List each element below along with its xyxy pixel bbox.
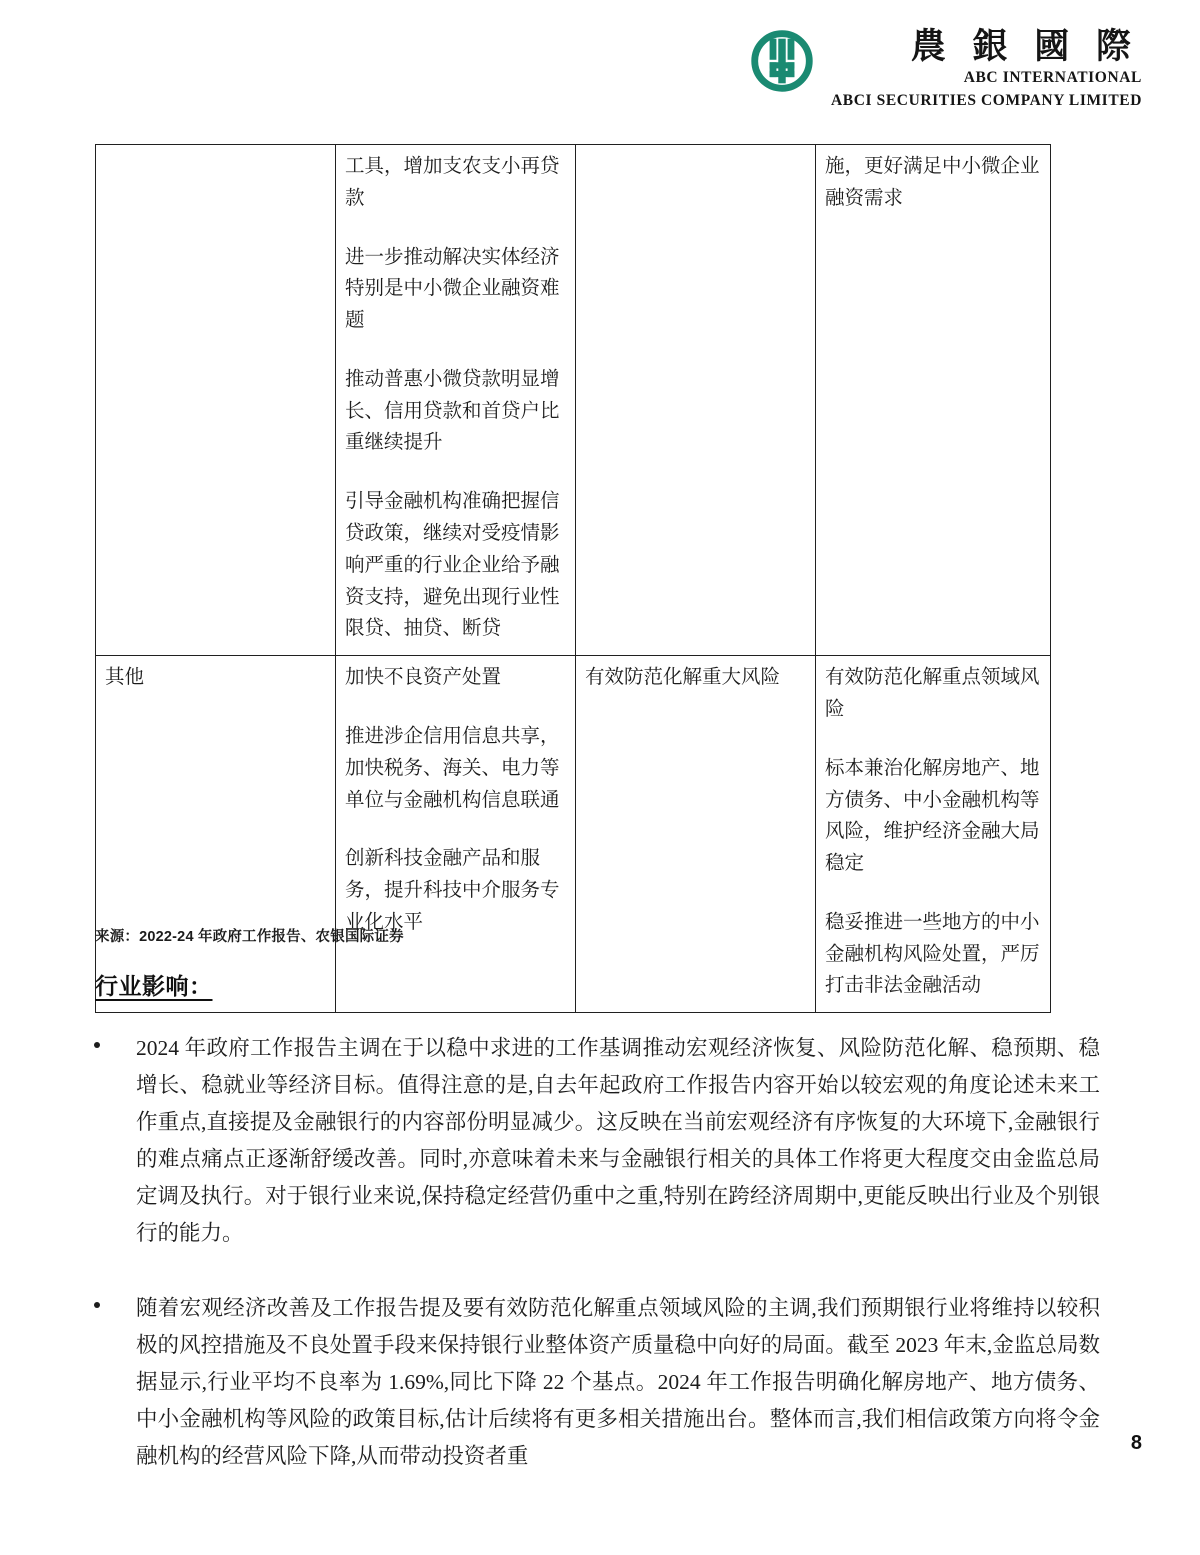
table-cell-2024	[816, 145, 1051, 656]
industry-impact-body	[88, 1030, 1100, 1513]
bullet-dot-icon	[94, 1302, 100, 1308]
cell-text: 工具，增加支农支小再贷款	[345, 156, 560, 209]
table-cell-2023	[576, 145, 816, 656]
cell-text: 稳妥推进一些地方的中小金融机构风险处置，严厉打击非法金融活动	[825, 911, 1040, 997]
abc-international-emblem-icon	[751, 30, 813, 92]
bullet-paragraph: 2024 年政府工作报告主调在于以稳中求进的工作基调推动宏观经济恢复、风险防范化解、稳预期、稳增长、稳就业等经济目标。值得注意的是,自去年起政府工作报告内容开始以较宏观的角度论述未来工作重点,直接提及金融银行的内容部份明显减少。这反映在当前宏观经济有序恢复的大环境下,金融银行的难点痛点正逐渐舒缓改善。同时,亦意味着未来与金融银行相关的具体工作将更大程度交由金监总局定调及执行。对于银行业来说,保持稳定经营仍重中之重,特别在跨经济周期中,更能反映出行业及个别银行的能力。	[136, 1036, 1100, 1245]
bullet-dot-icon	[94, 1042, 100, 1048]
company-name-en-primary: ABC INTERNATIONAL	[963, 69, 1142, 87]
cell-text: 引导金融机构准确把握信贷政策，继续对受疫情影响严重的行业企业给予融资支持，避免出现行业性限贷、抽贷、断贷	[345, 491, 560, 640]
table-cell-category	[96, 656, 336, 1013]
cell-text: 创新科技金融产品和服务，提升科技中介服务专业化水平	[345, 848, 560, 933]
cell-text: 加快不良资产处置	[345, 667, 502, 689]
list-item	[88, 1290, 1100, 1475]
table-cell-2024	[816, 656, 1051, 1013]
cell-text: 其他	[105, 667, 145, 689]
table-cell-2023	[576, 656, 816, 1013]
page-header	[751, 26, 1142, 110]
company-name-en-secondary: ABCI SECURITIES COMPANY LIMITED	[831, 92, 1142, 110]
cell-text: 有效防范化解重点领域风险	[825, 667, 1040, 720]
section-heading-industry-impact: 行业影响：	[95, 974, 213, 999]
list-item	[88, 1030, 1100, 1252]
cell-text: 施，更好满足中小微企业融资需求	[825, 156, 1040, 209]
cell-text: 有效防范化解重大风险	[585, 667, 781, 689]
table-cell-2022	[336, 656, 576, 1013]
company-name-cn: 農 銀 國 際	[910, 27, 1140, 66]
page-number: 8	[1130, 1432, 1142, 1454]
cell-text: 标本兼治化解房地产、地方债务、中小金融机构等风险，维护经济金融大局稳定	[825, 757, 1040, 875]
brand-text-block	[831, 26, 1142, 110]
cell-text: 进一步推动解决实体经济特别是中小微企业融资难题	[345, 246, 560, 332]
policy-comparison-table	[95, 144, 1051, 1013]
cell-text: 推动普惠小微贷款明显增长、信用贷款和首贷户比重继续提升	[345, 368, 560, 454]
table-row	[96, 656, 1051, 1013]
bullet-paragraph: 随着宏观经济改善及工作报告提及要有效防范化解重点领域风险的主调,我们预期银行业将维持以较积极的风控措施及不良处置手段来保持银行业整体资产质量稳中向好的局面。截至 2023 年末,金监总局数据显示,行业平均不良率为 1.69%,同比下降 22 个基点。2024 年工作报告明确化解房地产、地方债务、中小金融机构等风险的政策目标,估计后续将有更多相关措施出台。整体而言,我们相信政策方向将令金融机构的经营风险下降,从而带动投资者重	[136, 1295, 1100, 1468]
table-cell-2022	[336, 145, 576, 656]
table-cell-category	[96, 145, 336, 656]
table-row	[96, 145, 1051, 656]
table-source-note: 来源：2022-24 年政府工作报告、农银国际证券	[95, 929, 404, 945]
cell-text: 推进涉企信用信息共享，加快税务、海关、电力等单位与金融机构信息联通	[345, 725, 560, 811]
